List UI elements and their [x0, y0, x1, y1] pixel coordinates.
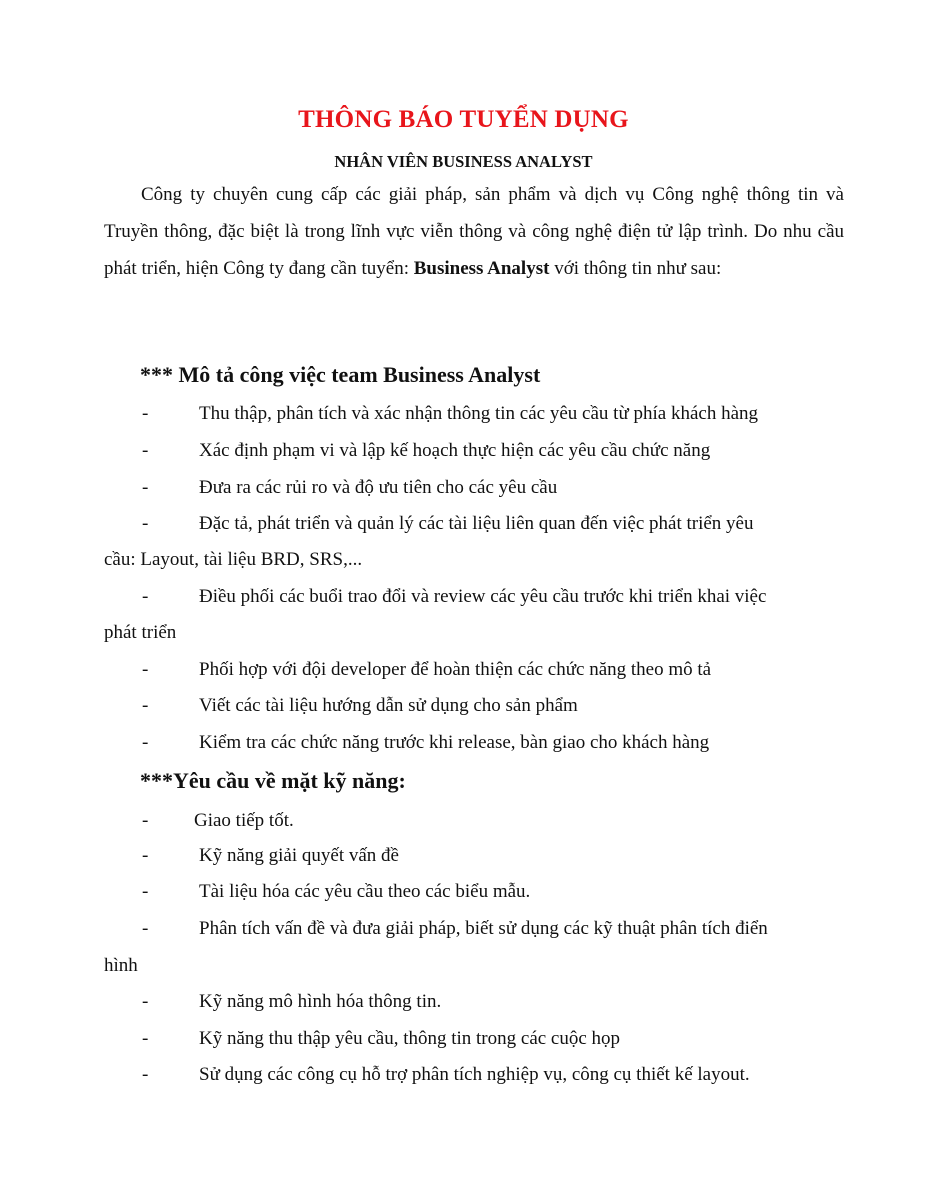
bullet-dash: -	[142, 732, 149, 753]
bullet-dash: -	[142, 477, 149, 498]
list-item-text: Viết các tài liệu hướng dẫn sử dụng cho sản phẩm	[199, 695, 578, 716]
bullet-dash: -	[142, 586, 149, 607]
bullet-dash: -	[142, 513, 149, 534]
bullet-dash: -	[142, 440, 149, 461]
list-item-text: Xác định phạm vi và lập kế hoạch thực hiện các yêu cầu chức năng	[199, 440, 711, 461]
bullet-dash: -	[142, 659, 149, 680]
bullet-dash: -	[142, 403, 149, 424]
intro-text-after: với thông tin như sau:	[549, 258, 722, 279]
page-title: THÔNG BÁO TUYỂN DỤNG	[298, 106, 629, 133]
list-item-text: Đặc tả, phát triển và quản lý các tài liệu liên quan đến việc phát triển yêu	[199, 513, 754, 534]
list-item-continuation: phát triển	[104, 622, 177, 643]
list-item-text: Kiểm tra các chức năng trước khi release, bàn giao cho khách hàng	[199, 732, 710, 753]
list-item-text: Tài liệu hóa các yêu cầu theo các biểu mẫu.	[199, 881, 531, 902]
bullet-dash: -	[142, 1028, 149, 1049]
section-heading-skill-requirements: ***Yêu cầu về mặt kỹ năng:	[140, 768, 406, 793]
intro-paragraph	[104, 176, 844, 287]
intro-bold-position: Business Analyst	[413, 258, 550, 279]
bullet-dash: -	[142, 991, 149, 1012]
list-item-text: Giao tiếp tốt.	[194, 810, 294, 831]
list-item-text: Phân tích vấn đề và đưa giải pháp, biết sử dụng các kỹ thuật phân tích điển	[199, 918, 768, 939]
bullet-dash: -	[142, 918, 149, 939]
bullet-dash: -	[142, 845, 149, 866]
bullet-dash: -	[142, 1064, 149, 1085]
list-item-text: Kỹ năng thu thập yêu cầu, thông tin trong các cuộc họp	[199, 1028, 621, 1049]
list-item-text: Thu thập, phân tích và xác nhận thông tin các yêu cầu từ phía khách hàng	[199, 403, 758, 424]
list-item-text: Điều phối các buổi trao đổi và review các yêu cầu trước khi triển khai việc	[199, 586, 767, 607]
bullet-dash: -	[142, 695, 149, 716]
bullet-dash: -	[142, 810, 149, 831]
list-item-text: Sử dụng các công cụ hỗ trợ phân tích nghiệp vụ, công cụ thiết kế layout.	[199, 1064, 750, 1085]
bullet-dash: -	[142, 881, 149, 902]
list-item-continuation: hình	[104, 955, 138, 976]
list-item-continuation: cầu: Layout, tài liệu BRD, SRS,...	[104, 549, 363, 570]
list-item-text: Phối hợp với đội developer để hoàn thiện các chức năng theo mô tả	[199, 659, 712, 680]
list-item-text: Đưa ra các rủi ro và độ ưu tiên cho các yêu cầu	[199, 477, 558, 498]
list-item-text: Kỹ năng mô hình hóa thông tin.	[199, 991, 442, 1012]
list-item-text: Kỹ năng giải quyết vấn đề	[199, 845, 399, 866]
page-subtitle: NHÂN VIÊN BUSINESS ANALYST	[334, 152, 593, 171]
section-heading-job-description: *** Mô tả công việc team Business Analyst	[140, 362, 541, 387]
intro-text-before: Công ty chuyên cung cấp các giải pháp, sản phẩm và dịch vụ Công nghệ thông tin và Truyền thông, đặc biệt là trong lĩnh vực viễn thông và công nghệ điện tử lập trình. Do nhu cầu phát triển, hiện Công ty đang cần tuyển:	[104, 184, 844, 279]
